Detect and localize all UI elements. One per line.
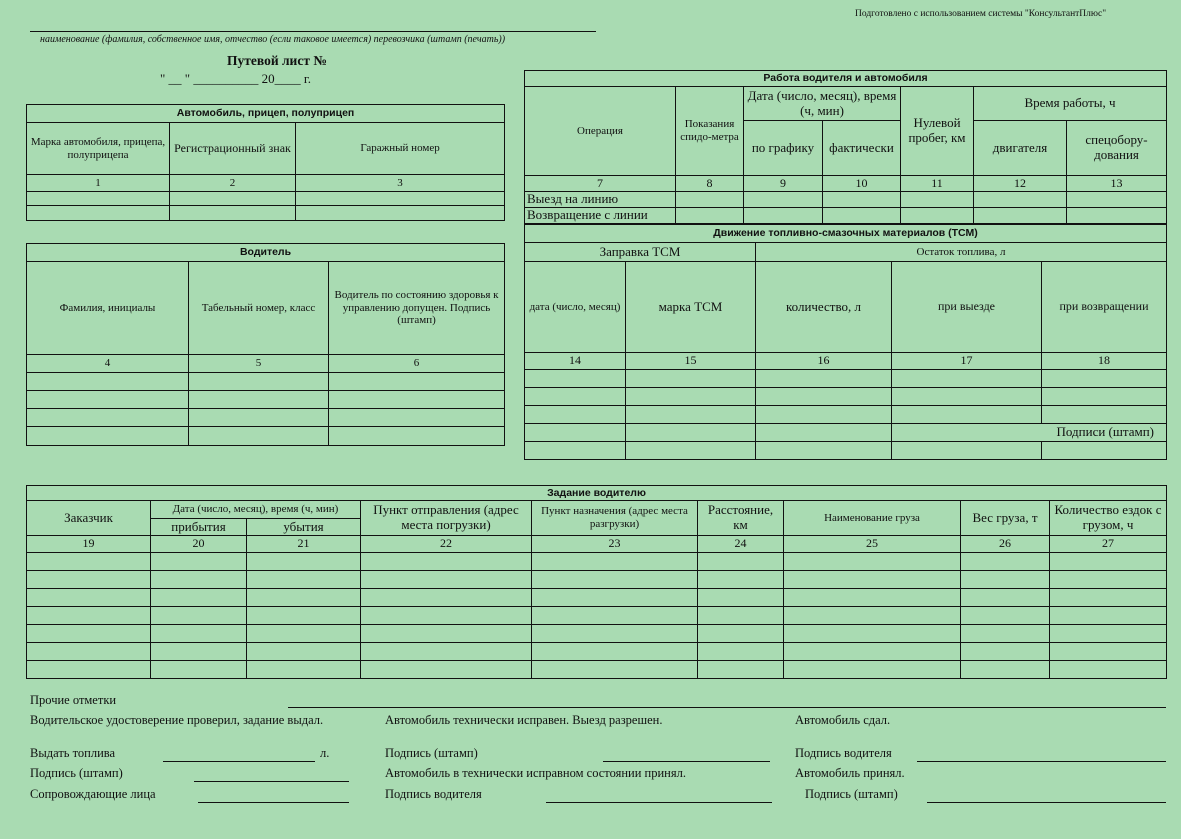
table-cell[interactable] [296, 192, 505, 206]
table-cell[interactable] [361, 607, 532, 625]
license-checked-label: Водительское удостоверение проверил, задание выдал. [30, 713, 324, 727]
task-col-departure: убытия [247, 519, 361, 536]
tech-ok-label: Автомобиль технически исправен. Выезд разрешен. [385, 713, 663, 727]
work-col-operation: Операция [525, 87, 676, 176]
table-cell[interactable] [170, 206, 296, 221]
table-cell[interactable] [698, 661, 784, 679]
table-cell[interactable] [27, 607, 151, 625]
table-cell[interactable] [151, 553, 247, 571]
table-cell[interactable] [756, 424, 892, 442]
col-num: 23 [532, 536, 698, 553]
table-cell[interactable] [27, 206, 170, 221]
table-cell[interactable] [151, 607, 247, 625]
col-num: 15 [626, 353, 756, 370]
driver-col-health: Водитель по состоянию здоровья к управлению допущен. Подпись (штамп) [329, 262, 505, 355]
table-cell[interactable] [247, 571, 361, 589]
task-col-trips: Количество ездок с грузом, ч [1050, 501, 1167, 536]
table-cell[interactable] [698, 589, 784, 607]
table-cell[interactable] [27, 661, 151, 679]
col-num: 24 [698, 536, 784, 553]
col-num: 26 [961, 536, 1050, 553]
table-cell[interactable] [1042, 370, 1167, 388]
task-col-cargo: Наименование груза [784, 501, 961, 536]
driver-table [26, 243, 505, 446]
table-cell[interactable] [189, 427, 329, 446]
table-cell[interactable] [892, 370, 1042, 388]
task-col-arrival: прибытия [151, 519, 247, 536]
work-col-actual: фактически [823, 121, 901, 176]
row-return: Возвращение с линии [525, 208, 676, 224]
carrier-caption: наименование (фамилия, собственное имя, отчество (если таковое имеется) перевозчика (штамп (печать)) [40, 34, 506, 45]
table-cell[interactable] [961, 643, 1050, 661]
carrier-name-line[interactable] [30, 31, 596, 32]
table-cell[interactable] [698, 625, 784, 643]
table-cell[interactable] [1050, 589, 1167, 607]
signature-line[interactable] [194, 781, 349, 782]
driver-col-number: Табельный номер, класс [189, 262, 329, 355]
table-cell[interactable] [1042, 442, 1167, 460]
table-cell[interactable] [151, 571, 247, 589]
table-cell[interactable] [1050, 661, 1167, 679]
table-cell[interactable] [329, 427, 505, 446]
table-cell[interactable] [1042, 406, 1167, 424]
work-title: Работа водителя и автомобиля [525, 71, 1167, 87]
table-cell[interactable] [532, 607, 698, 625]
table-cell[interactable] [329, 373, 505, 391]
table-cell[interactable] [892, 406, 1042, 424]
page-title: Путевой лист № [227, 53, 327, 68]
table-cell[interactable] [676, 208, 744, 224]
col-num: 11 [901, 176, 974, 192]
table-cell[interactable] [784, 661, 961, 679]
table-cell[interactable] [361, 643, 532, 661]
table-cell[interactable] [170, 192, 296, 206]
consultant-note: Подготовлено с использованием системы "КонсультантПлюс" [855, 9, 1107, 19]
table-cell[interactable] [361, 571, 532, 589]
table-cell[interactable] [744, 192, 823, 208]
col-num: 16 [756, 353, 892, 370]
vehicle-title: Автомобиль, прицеп, полуприцеп [27, 105, 505, 123]
table-cell[interactable] [784, 553, 961, 571]
col-num: 8 [676, 176, 744, 192]
work-col-datetime: Дата (число, месяц), время (ч, мин) [744, 87, 901, 121]
table-cell[interactable] [532, 553, 698, 571]
row-departure: Выезд на линию [525, 192, 676, 208]
table-cell[interactable] [525, 370, 626, 388]
table-cell[interactable] [626, 442, 756, 460]
col-num: 6 [329, 355, 505, 373]
table-cell[interactable] [27, 427, 189, 446]
table-cell[interactable] [1050, 571, 1167, 589]
table-cell[interactable] [532, 643, 698, 661]
col-num: 27 [1050, 536, 1167, 553]
table-cell[interactable] [532, 589, 698, 607]
task-title: Задание водителю [27, 486, 1167, 501]
table-cell[interactable] [823, 208, 901, 224]
table-cell[interactable] [756, 406, 892, 424]
table-cell[interactable] [1050, 553, 1167, 571]
table-cell[interactable] [901, 208, 974, 224]
car-delivered-label: Автомобиль сдал. [795, 713, 891, 727]
table-cell[interactable] [1067, 208, 1167, 224]
work-col-zero-run: Нулевой пробег, км [901, 87, 974, 176]
table-cell[interactable] [961, 553, 1050, 571]
table-cell[interactable] [151, 661, 247, 679]
escorts-line[interactable] [198, 802, 349, 803]
escorts-label: Сопровождающие лица [30, 787, 156, 801]
table-cell[interactable] [361, 589, 532, 607]
table-cell[interactable] [626, 424, 756, 442]
table-cell[interactable] [892, 388, 1042, 406]
driver-col-name: Фамилия, инициалы [27, 262, 189, 355]
work-col-engine: двигателя [974, 121, 1067, 176]
table-cell[interactable] [784, 643, 961, 661]
signature-stamp-label: Подпись (штамп) [385, 746, 478, 760]
work-col-special: спецобору-дования [1067, 121, 1167, 176]
driver-signature-line[interactable] [546, 802, 772, 803]
driver-signature-label: Подпись водителя [385, 787, 482, 801]
table-cell[interactable] [27, 589, 151, 607]
table-cell[interactable] [532, 625, 698, 643]
col-num: 25 [784, 536, 961, 553]
task-col-distance: Расстояние, км [698, 501, 784, 536]
table-cell[interactable] [784, 625, 961, 643]
table-cell[interactable] [247, 553, 361, 571]
task-col-customer: Заказчик [27, 501, 151, 536]
table-cell[interactable] [329, 409, 505, 427]
col-num: 1 [27, 175, 170, 192]
fuel-refuel: Заправка ТСМ [525, 243, 756, 262]
table-cell[interactable] [329, 391, 505, 409]
col-num: 4 [27, 355, 189, 373]
signature-line[interactable] [927, 802, 1166, 803]
table-cell[interactable] [247, 643, 361, 661]
table-cell[interactable] [361, 625, 532, 643]
table-cell[interactable] [756, 388, 892, 406]
other-notes-label: Прочие отметки [30, 693, 117, 707]
fuel-signatures: Подписи (штамп) [892, 424, 1167, 442]
table-cell[interactable] [744, 208, 823, 224]
table-cell[interactable] [525, 388, 626, 406]
table-cell[interactable] [247, 607, 361, 625]
table-cell[interactable] [626, 406, 756, 424]
issue-fuel-line[interactable] [163, 761, 315, 762]
table-cell[interactable] [698, 607, 784, 625]
table-cell[interactable] [525, 442, 626, 460]
task-col-origin: Пункт отправления (адрес места погрузки) [361, 501, 532, 536]
table-cell[interactable] [901, 192, 974, 208]
col-num: 14 [525, 353, 626, 370]
signature-line[interactable] [603, 761, 770, 762]
table-cell[interactable] [676, 192, 744, 208]
col-num: 9 [744, 176, 823, 192]
col-num: 22 [361, 536, 532, 553]
table-cell[interactable] [961, 661, 1050, 679]
fuel-col-date: дата (число, месяц) [525, 262, 626, 353]
driver-signature-label: Подпись водителя [795, 746, 892, 760]
table-cell[interactable] [784, 589, 961, 607]
accepted-ok-label: Автомобиль в технически исправном состоянии принял. [385, 766, 686, 780]
table-cell[interactable] [189, 373, 329, 391]
table-cell[interactable] [27, 373, 189, 391]
table-cell[interactable] [974, 192, 1067, 208]
fuel-col-quantity: количество, л [756, 262, 892, 353]
fuel-col-return: при возвращении [1042, 262, 1167, 353]
table-cell[interactable] [1067, 192, 1167, 208]
task-col-datetime: Дата (число, месяц), время (ч, мин) [151, 501, 361, 519]
driver-title: Водитель [27, 244, 505, 262]
other-notes-line[interactable] [288, 707, 1166, 708]
col-num: 18 [1042, 353, 1167, 370]
table-cell[interactable] [892, 442, 1042, 460]
vehicle-col-garage: Гаражный номер [296, 123, 505, 175]
table-cell[interactable] [247, 661, 361, 679]
fuel-table [524, 224, 1167, 460]
liters-label: л. [320, 746, 330, 760]
col-num: 7 [525, 176, 676, 192]
table-cell[interactable] [27, 192, 170, 206]
vehicle-col-reg: Регистрационный знак [170, 123, 296, 175]
work-col-by-schedule: по графику [744, 121, 823, 176]
table-cell[interactable] [151, 643, 247, 661]
table-cell[interactable] [247, 625, 361, 643]
table-cell[interactable] [151, 589, 247, 607]
table-cell[interactable] [756, 442, 892, 460]
table-cell[interactable] [27, 409, 189, 427]
issue-fuel-label: Выдать топлива [30, 746, 116, 760]
table-cell[interactable] [756, 370, 892, 388]
table-cell[interactable] [626, 388, 756, 406]
signature-stamp-label: Подпись (штамп) [30, 766, 123, 780]
col-num: 20 [151, 536, 247, 553]
table-cell[interactable] [27, 391, 189, 409]
date-line[interactable]: " __ " __________ 20____ г. [160, 71, 311, 86]
table-cell[interactable] [698, 553, 784, 571]
driver-signature-line[interactable] [917, 761, 1166, 762]
table-cell[interactable] [698, 643, 784, 661]
col-num: 3 [296, 175, 505, 192]
task-table [26, 485, 1167, 679]
table-cell[interactable] [532, 571, 698, 589]
table-cell[interactable] [784, 607, 961, 625]
vehicle-col-brand: Марка автомобиля, прицепа, полуприцепа [27, 123, 170, 175]
table-cell[interactable] [1050, 643, 1167, 661]
table-cell[interactable] [189, 391, 329, 409]
table-cell[interactable] [961, 571, 1050, 589]
table-cell[interactable] [1050, 607, 1167, 625]
vehicle-table [26, 104, 505, 221]
col-num: 17 [892, 353, 1042, 370]
table-cell[interactable] [961, 607, 1050, 625]
col-num: 21 [247, 536, 361, 553]
col-num: 12 [974, 176, 1067, 192]
table-cell[interactable] [27, 553, 151, 571]
work-col-speedometer: Показания спидо-метра [676, 87, 744, 176]
table-cell[interactable] [27, 571, 151, 589]
table-cell[interactable] [961, 589, 1050, 607]
table-cell[interactable] [296, 206, 505, 221]
table-cell[interactable] [961, 625, 1050, 643]
table-cell[interactable] [974, 208, 1067, 224]
work-table [524, 70, 1167, 224]
fuel-col-departure: при выезде [892, 262, 1042, 353]
fuel-col-brand: марка ТСМ [626, 262, 756, 353]
fuel-title: Движение топливно-смазочных материалов (ТСМ) [525, 225, 1167, 243]
fuel-remainder: Остаток топлива, л [756, 243, 1167, 262]
table-cell[interactable] [823, 192, 901, 208]
table-cell[interactable] [247, 589, 361, 607]
table-cell[interactable] [27, 643, 151, 661]
table-cell[interactable] [151, 625, 247, 643]
signature-stamp-label: Подпись (штамп) [805, 787, 898, 801]
table-cell[interactable] [27, 625, 151, 643]
table-cell[interactable] [189, 409, 329, 427]
table-cell[interactable] [1042, 388, 1167, 406]
table-cell[interactable] [626, 370, 756, 388]
table-cell[interactable] [784, 571, 961, 589]
work-col-work-time: Время работы, ч [974, 87, 1167, 121]
table-cell[interactable] [532, 661, 698, 679]
col-num: 19 [27, 536, 151, 553]
table-cell[interactable] [525, 424, 626, 442]
col-num: 10 [823, 176, 901, 192]
col-num: 2 [170, 175, 296, 192]
col-num: 5 [189, 355, 329, 373]
car-accepted-label: Автомобиль принял. [795, 766, 905, 780]
task-col-destination: Пункт назначения (адрес места разгрузки) [532, 501, 698, 536]
table-cell[interactable] [1050, 625, 1167, 643]
task-col-weight: Вес груза, т [961, 501, 1050, 536]
table-cell[interactable] [361, 553, 532, 571]
col-num: 13 [1067, 176, 1167, 192]
table-cell[interactable] [525, 406, 626, 424]
table-cell[interactable] [698, 571, 784, 589]
table-cell[interactable] [361, 661, 532, 679]
